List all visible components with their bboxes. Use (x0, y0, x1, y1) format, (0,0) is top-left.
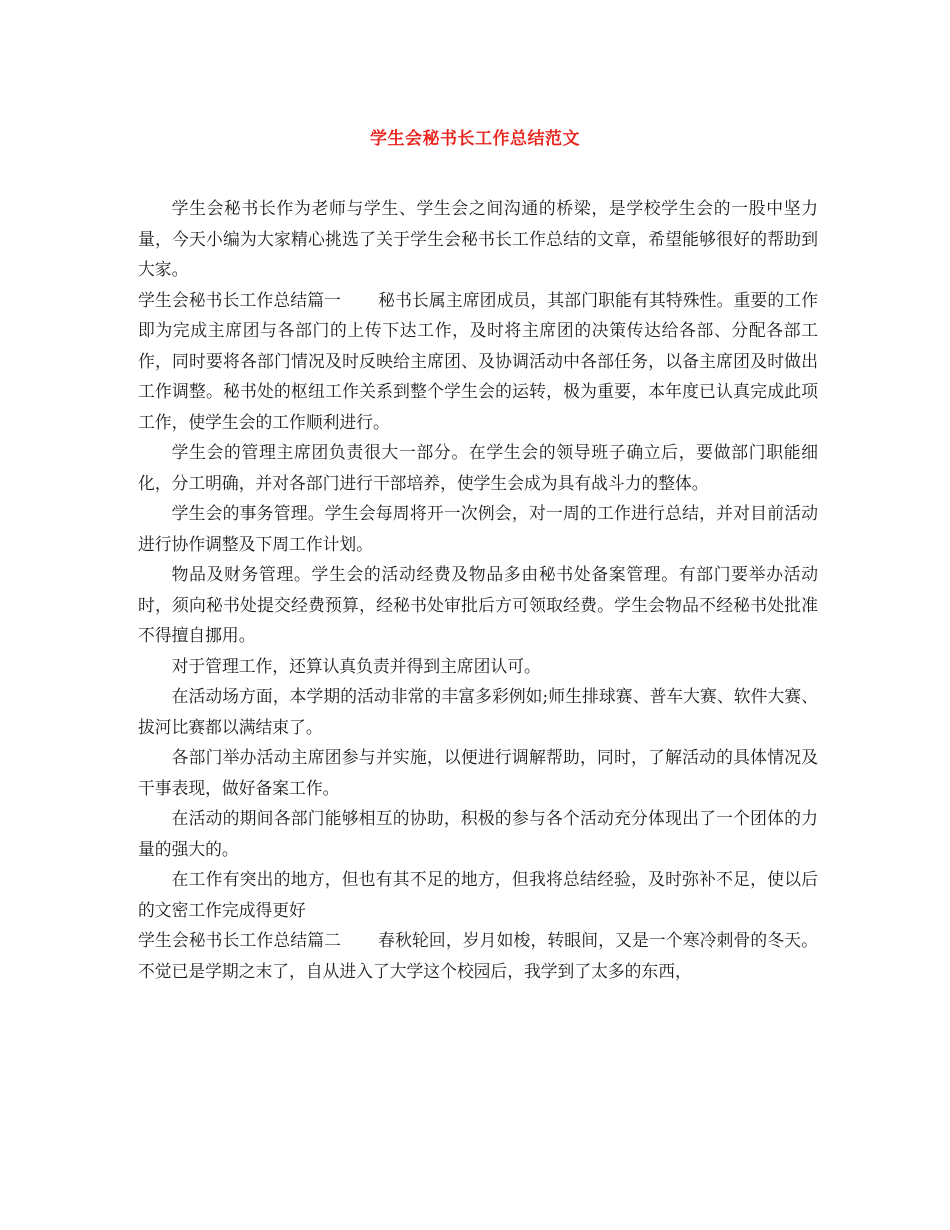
body-paragraph: 在工作有突出的地方，但也有其不足的地方，但我将总结经验，及时弥补不足，使以后的文密工作完成得更好 (138, 869, 818, 920)
body-paragraph: 对于管理工作，还算认真负责并得到主席团认可。 (171, 655, 541, 676)
body-paragraph: 物品及财务管理。学生会的活动经费及物品多由秘书处备案管理。有部门要举办活动时，须向秘书处提交经费预算，经秘书处审批后方可领取经费。学生会物品不经秘书处批准不得擅自挪用。 (138, 564, 818, 645)
body-paragraph: 学生会的事务管理。学生会每周将开一次例会，对一周的工作进行总结，并对目前活动进行协作调整及下周工作计划。 (138, 503, 818, 554)
body-paragraph: 学生会的管理主席团负责很大一部分。在学生会的领导班子确立后，要做部门职能细化，分工明确，并对各部门进行干部培养，使学生会成为具有战斗力的整体。 (138, 442, 818, 493)
document-body (138, 193, 818, 986)
section-1-paragraph (138, 285, 818, 438)
section-1-lead-text: 秘书长属主席团成员，其部门职能有其特殊性。重要的工作即为完成主席团与各部门的上传下达工作，及时将主席团的决策传达给各部、分配各部工作，同时要将各部门情况及时反映给主席团、及协调活动中各部任务，以备主席团及时做出工作调整。秘书处的枢纽工作关系到整个学生会的运转，极为重要，本年度已认真完成此项工作，使学生会的工作顺利进行。 (138, 289, 818, 432)
section-2-heading: 学生会秘书长工作总结篇二 (138, 930, 342, 950)
section-2-paragraph (138, 925, 818, 986)
document-title: 学生会秘书长工作总结范文 (370, 129, 580, 149)
section-2-lead-text: 春秋轮回，岁月如梭，转眼间，又是一个寒冷刺骨的冬天。不觉已是学期之末了，自从进入了大学这个校园后，我学到了太多的东西， (138, 930, 818, 981)
body-paragraph: 在活动场方面，本学期的活动非常的丰富多彩例如;师生排球赛、普车大赛、软件大赛、拔河比赛都以满结束了。 (138, 686, 818, 737)
body-paragraph: 在活动的期间各部门能够相互的协助，积极的参与各个活动充分体现出了一个团体的力量的强大的。 (138, 808, 818, 859)
section-1-heading: 学生会秘书长工作总结篇一 (138, 289, 342, 310)
body-paragraph: 各部门举办活动主席团参与并实施，以便进行调解帮助，同时，了解活动的具体情况及干事表现，做好备案工作。 (138, 747, 818, 798)
intro-paragraph: 学生会秘书长作为老师与学生、学生会之间沟通的桥梁，是学校学生会的一股中坚力量，今天小编为大家精心挑选了关于学生会秘书长工作总结的文章，希望能够很好的帮助到大家。 (138, 198, 818, 279)
